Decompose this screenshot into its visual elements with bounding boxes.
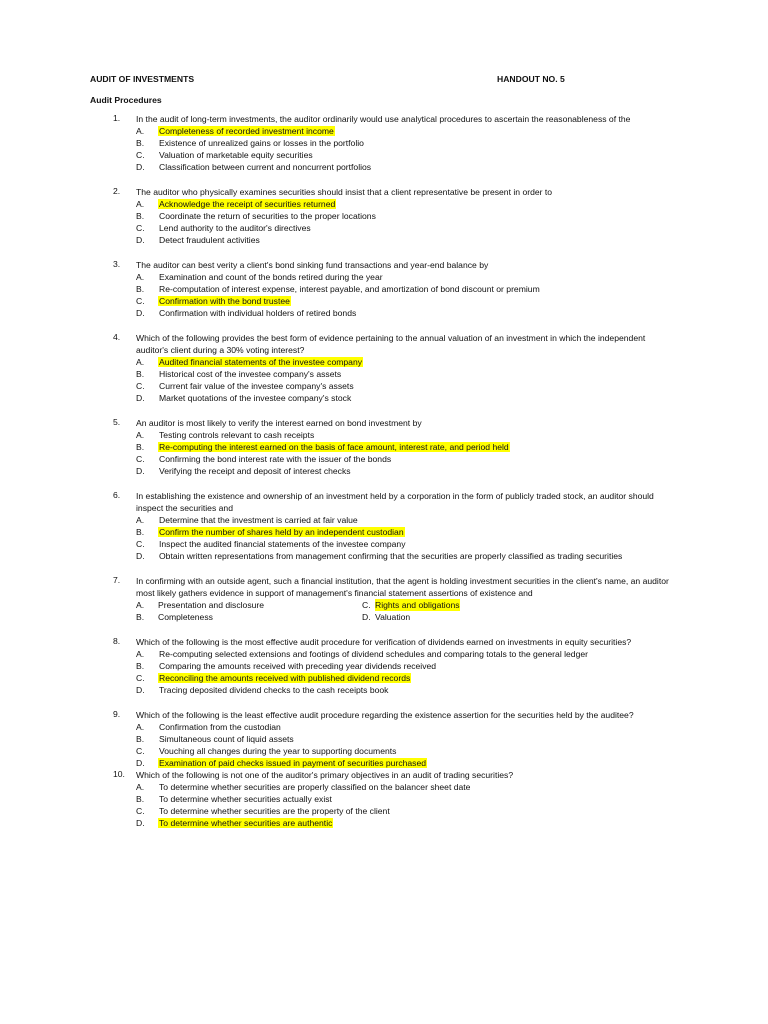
option-text: Confirmation from the custodian	[159, 722, 281, 732]
question-text: In confirming with an outside agent, such a financial institution, that the agent is holding investment securities in the client's name, an auditor most likely gathers evidence in support of management's financial statement assertions of existence and	[136, 576, 669, 598]
option-text: Market quotations of the investee company's stock	[159, 393, 352, 403]
question-text: In the audit of long-term investments, the auditor ordinarily would use analytical procedures to ascertain the reasonableness of the	[136, 114, 631, 124]
answer-option	[0, 817, 768, 829]
question-item	[0, 186, 768, 246]
option-letter: D.	[136, 393, 145, 403]
question-item	[0, 417, 768, 477]
answer-option	[0, 380, 768, 392]
highlighted-answer-text: Acknowledge the receipt of securities returned	[159, 199, 336, 209]
option-letter: D.	[136, 758, 145, 768]
option-text: Re-computing selected extensions and footings of dividend schedules and comparing totals to the general ledger	[159, 649, 589, 659]
answer-option	[0, 161, 768, 173]
answer-option	[0, 441, 768, 453]
answer-option	[0, 125, 768, 137]
question-item	[0, 332, 768, 404]
question-list	[0, 113, 768, 842]
highlighted-answer-text: Audited financial statements of the investee company	[159, 357, 363, 367]
highlighted-answer-text: Rights and obligations	[375, 600, 460, 610]
option-letter: D.	[136, 235, 145, 245]
answer-option	[0, 538, 768, 550]
option-letter: D.	[136, 818, 145, 828]
question-text: Which of the following provides the best form of evidence pertaining to the annual valuation of an investment in which the independent auditor's client during a 30% voting interest?	[136, 333, 646, 355]
answer-option	[0, 672, 768, 684]
answer-option	[0, 526, 768, 538]
option-letter: A.	[136, 782, 145, 792]
answer-option	[0, 757, 768, 769]
option-letter: B.	[136, 661, 145, 671]
answer-option	[0, 781, 768, 793]
option-text: Detect fraudulent activities	[159, 235, 260, 245]
question-number: 7.	[113, 575, 121, 585]
answer-option	[0, 149, 768, 161]
option-text: Verifying the receipt and deposit of interest checks	[159, 466, 351, 476]
option-text: Inspect the audited financial statements of the investee company	[159, 539, 406, 549]
option-letter: B.	[136, 138, 145, 148]
question-item	[0, 113, 768, 173]
option-letter: B.	[136, 734, 145, 744]
answer-option	[0, 514, 768, 526]
answer-option	[0, 392, 768, 404]
answer-option	[0, 198, 768, 210]
question-number: 6.	[113, 490, 121, 500]
option-letter: B.	[136, 612, 145, 622]
question-text: Which of the following is the least effective audit procedure regarding the existence assertion for the securities held by the auditee?	[136, 710, 634, 720]
question-text: Which of the following is the most effective audit procedure for verification of dividends earned on investments in equity securities?	[136, 637, 632, 647]
answer-option	[0, 660, 768, 672]
answer-option-row	[0, 599, 768, 611]
question-number: 10.	[113, 769, 125, 779]
option-letter: B.	[136, 794, 145, 804]
question-item	[0, 769, 768, 829]
question-item	[0, 575, 768, 623]
option-text: Vouching all changes during the year to supporting documents	[159, 746, 397, 756]
option-letter: A.	[136, 199, 145, 209]
question-text: An auditor is most likely to verify the interest earned on bond investment by	[136, 418, 422, 428]
handout-number: HANDOUT NO. 5	[497, 74, 565, 84]
highlighted-answer-text: Completeness of recorded investment income	[159, 126, 334, 136]
answer-option	[0, 453, 768, 465]
option-text: Valuation of marketable equity securities	[159, 150, 313, 160]
option-letter: C.	[136, 539, 145, 549]
answer-option	[0, 745, 768, 757]
section-heading: Audit Procedures	[90, 95, 162, 105]
question-number: 3.	[113, 259, 121, 269]
question-text: The auditor can best verity a client's bond sinking fund transactions and year-end balance by	[136, 260, 489, 270]
option-text: Lend authority to the auditor's directives	[159, 223, 311, 233]
option-text: Valuation	[375, 612, 411, 622]
question-number: 4.	[113, 332, 121, 342]
answer-option-row	[0, 611, 768, 623]
option-letter: C.	[136, 150, 145, 160]
option-letter: C.	[136, 381, 145, 391]
option-letter: A.	[136, 515, 145, 525]
option-text: Comparing the amounts received with preceding year dividends received	[159, 661, 437, 671]
option-text: Presentation and disclosure	[158, 600, 265, 610]
option-letter: D.	[362, 612, 371, 622]
answer-option	[0, 307, 768, 319]
answer-option	[0, 137, 768, 149]
option-letter: C.	[136, 454, 145, 464]
option-letter: C.	[136, 673, 145, 683]
question-text: Which of the following is not one of the auditor's primary objectives in an audit of trading securities?	[136, 770, 514, 780]
option-text: To determine whether securities are properly classified on the balancer sheet date	[159, 782, 471, 792]
option-letter: C.	[362, 600, 371, 610]
question-number: 2.	[113, 186, 121, 196]
option-letter: C.	[136, 223, 145, 233]
question-number: 8.	[113, 636, 121, 646]
option-letter: D.	[136, 685, 145, 695]
option-text: Confirmation with individual holders of retired bonds	[159, 308, 357, 318]
question-number: 9.	[113, 709, 121, 719]
answer-option	[0, 222, 768, 234]
option-text: Coordinate the return of securities to the proper locations	[159, 211, 376, 221]
option-letter: C.	[136, 296, 145, 306]
answer-option	[0, 429, 768, 441]
option-letter: A.	[136, 357, 145, 367]
answer-option	[0, 210, 768, 222]
question-text: The auditor who physically examines securities should insist that a client representative be present in order to	[136, 187, 553, 197]
option-letter: B.	[136, 284, 145, 294]
question-item	[0, 259, 768, 319]
answer-option	[0, 295, 768, 307]
answer-option	[0, 733, 768, 745]
option-text: Simultaneous count of liquid assets	[159, 734, 294, 744]
option-letter: A.	[136, 649, 145, 659]
answer-option	[0, 793, 768, 805]
option-letter: B.	[136, 369, 145, 379]
option-letter: B.	[136, 442, 145, 452]
option-text: Re-computation of interest expense, interest payable, and amortization of bond discount or premium	[159, 284, 540, 294]
option-text: Historical cost of the investee company's assets	[159, 369, 342, 379]
question-item	[0, 490, 768, 562]
option-letter: A.	[136, 430, 145, 440]
option-text: Determine that the investment is carried at fair value	[159, 515, 358, 525]
highlighted-answer-text: Confirmation with the bond trustee	[159, 296, 290, 306]
option-letter: C.	[136, 806, 145, 816]
option-letter: D.	[136, 466, 145, 476]
question-item	[0, 636, 768, 696]
answer-option	[0, 684, 768, 696]
option-letter: C.	[136, 746, 145, 756]
option-text: Examination and count of the bonds retired during the year	[159, 272, 383, 282]
question-number: 1.	[113, 113, 121, 123]
option-letter: B.	[136, 527, 145, 537]
highlighted-answer-text: Confirm the number of shares held by an independent custodian	[159, 527, 404, 537]
option-text: To determine whether securities actually exist	[159, 794, 332, 804]
highlighted-answer-text: Reconciling the amounts received with published dividend records	[159, 673, 411, 683]
option-text: Current fair value of the investee company's assets	[159, 381, 354, 391]
option-text: Obtain written representations from management confirming that the securities are properly classified as trading securities	[159, 551, 623, 561]
answer-option	[0, 648, 768, 660]
option-letter: D.	[136, 308, 145, 318]
option-letter: B.	[136, 211, 145, 221]
answer-option	[0, 368, 768, 380]
question-text: In establishing the existence and ownership of an investment held by a corporation in the form of publicly traded stock, an auditor should inspect the securities and	[136, 491, 654, 513]
option-letter: A.	[136, 722, 145, 732]
answer-option	[0, 234, 768, 246]
answer-option	[0, 356, 768, 368]
option-text: Existence of unrealized gains or losses in the portfolio	[159, 138, 364, 148]
answer-option	[0, 721, 768, 733]
document-title: AUDIT OF INVESTMENTS	[90, 74, 195, 84]
option-text: To determine whether securities are the property of the client	[159, 806, 390, 816]
answer-option	[0, 465, 768, 477]
option-text: Confirming the bond interest rate with the issuer of the bonds	[159, 454, 392, 464]
option-text: Tracing deposited dividend checks to the cash receipts book	[159, 685, 389, 695]
option-letter: A.	[136, 126, 145, 136]
answer-option	[0, 271, 768, 283]
option-text: Testing controls relevant to cash receipts	[159, 430, 315, 440]
option-letter: A.	[136, 272, 145, 282]
question-item	[0, 709, 768, 769]
option-letter: D.	[136, 551, 145, 561]
option-letter: D.	[136, 162, 145, 172]
highlighted-answer-text: Examination of paid checks issued in payment of securities purchased	[159, 758, 427, 768]
question-number: 5.	[113, 417, 121, 427]
answer-option	[0, 283, 768, 295]
option-letter: A.	[136, 600, 145, 610]
option-text: Completeness	[158, 612, 213, 622]
answer-option	[0, 550, 768, 562]
highlighted-answer-text: To determine whether securities are authentic	[159, 818, 333, 828]
answer-option	[0, 805, 768, 817]
highlighted-answer-text: Re-computing the interest earned on the basis of face amount, interest rate, and period held	[159, 442, 509, 452]
option-text: Classification between current and noncurrent portfolios	[159, 162, 372, 172]
